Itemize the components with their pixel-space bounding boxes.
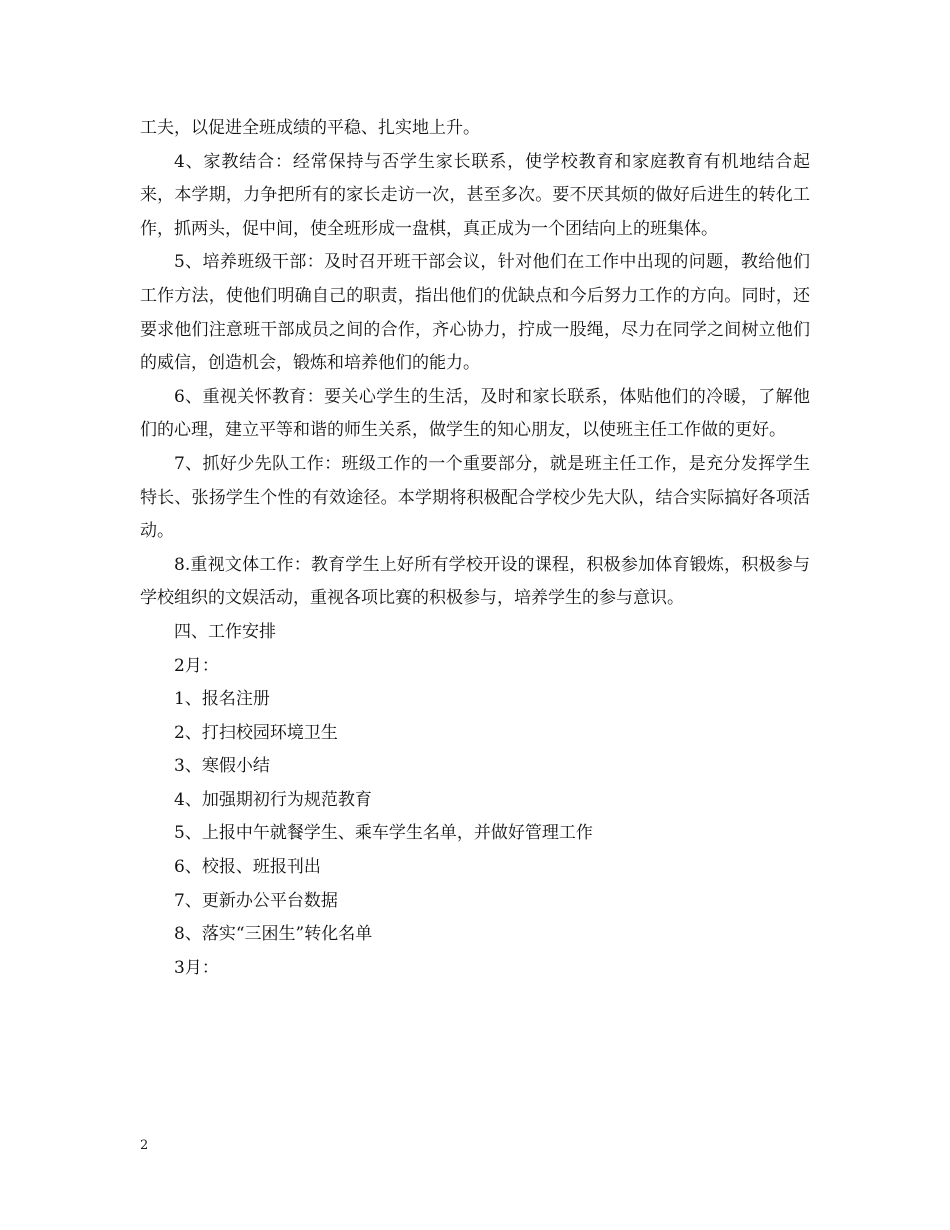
list-item: 2、打扫校园环境卫生 xyxy=(174,722,338,743)
list-item: 1、报名注册 xyxy=(174,689,270,710)
paragraph-care-education: 6、重视关怀教育：要关心学生的生活，及时和家长联系，体贴他们的冷暖，了解他们的心理，建立平等和谐的师生关系，做学生的知心朋友，以使班主任工作做的更好。 xyxy=(140,386,810,441)
list-item: 6、校报、班报刊出 xyxy=(174,857,321,878)
page-number: 2 xyxy=(140,1138,149,1153)
paragraph-young-pioneers: 7、抓好少先队工作：班级工作的一个重要部分，就是班主任工作，是充分发挥学生特长、张扬学生个性的有效途径。本学期将积极配合学校少先大队，结合实际搞好各项活动。 xyxy=(140,453,810,542)
list-item: 5、上报中午就餐学生、乘车学生名单，并做好管理工作 xyxy=(174,823,593,844)
paragraph-culture-sports: 8.重视文体工作：教育学生上好所有学校开设的课程，积极参加体育锻炼，积极参与学校组织的文娱活动，重视各项比赛的积极参与，培养学生的参与意识。 xyxy=(140,554,810,609)
paragraph-continuation: 工夫，以促进全班成绩的平稳、扎实地上升。 xyxy=(140,118,480,138)
month-heading-february: 2月： xyxy=(174,655,219,676)
month-heading-march: 3月： xyxy=(174,957,219,978)
list-item: 8、落实“三困生”转化名单 xyxy=(174,924,373,945)
list-item: 3、寒假小结 xyxy=(174,756,270,777)
paragraph-class-cadres: 5、培养班级干部：及时召开班干部会议，针对他们在工作中出现的问题，教给他们工作方法，使他们明确自己的职责，指出他们的优缺点和今后努力工作的方向。同时，还要求他们注意班干部成员之间的合作，齐心协力，拧成一股绳，尽力在同学之间树立他们的威信，创造机会，锻炼和培养他们的能力。 xyxy=(140,252,810,374)
list-item: 4、加强期初行为规范教育 xyxy=(174,789,372,810)
list-item: 7、更新办公平台数据 xyxy=(174,890,338,911)
section-heading-work-schedule: 四、工作安排 xyxy=(174,621,276,642)
paragraph-home-school-cooperation: 4、家教结合：经常保持与否学生家长联系，使学校教育和家庭教育有机地结合起来，本学期，力争把所有的家长走访一次，甚至多次。要不厌其烦的做好后进生的转化工作，抓两头，促中间，使全班形成一盘棋，真正成为一个团结向上的班集体。 xyxy=(140,151,810,239)
document-body xyxy=(140,112,810,985)
